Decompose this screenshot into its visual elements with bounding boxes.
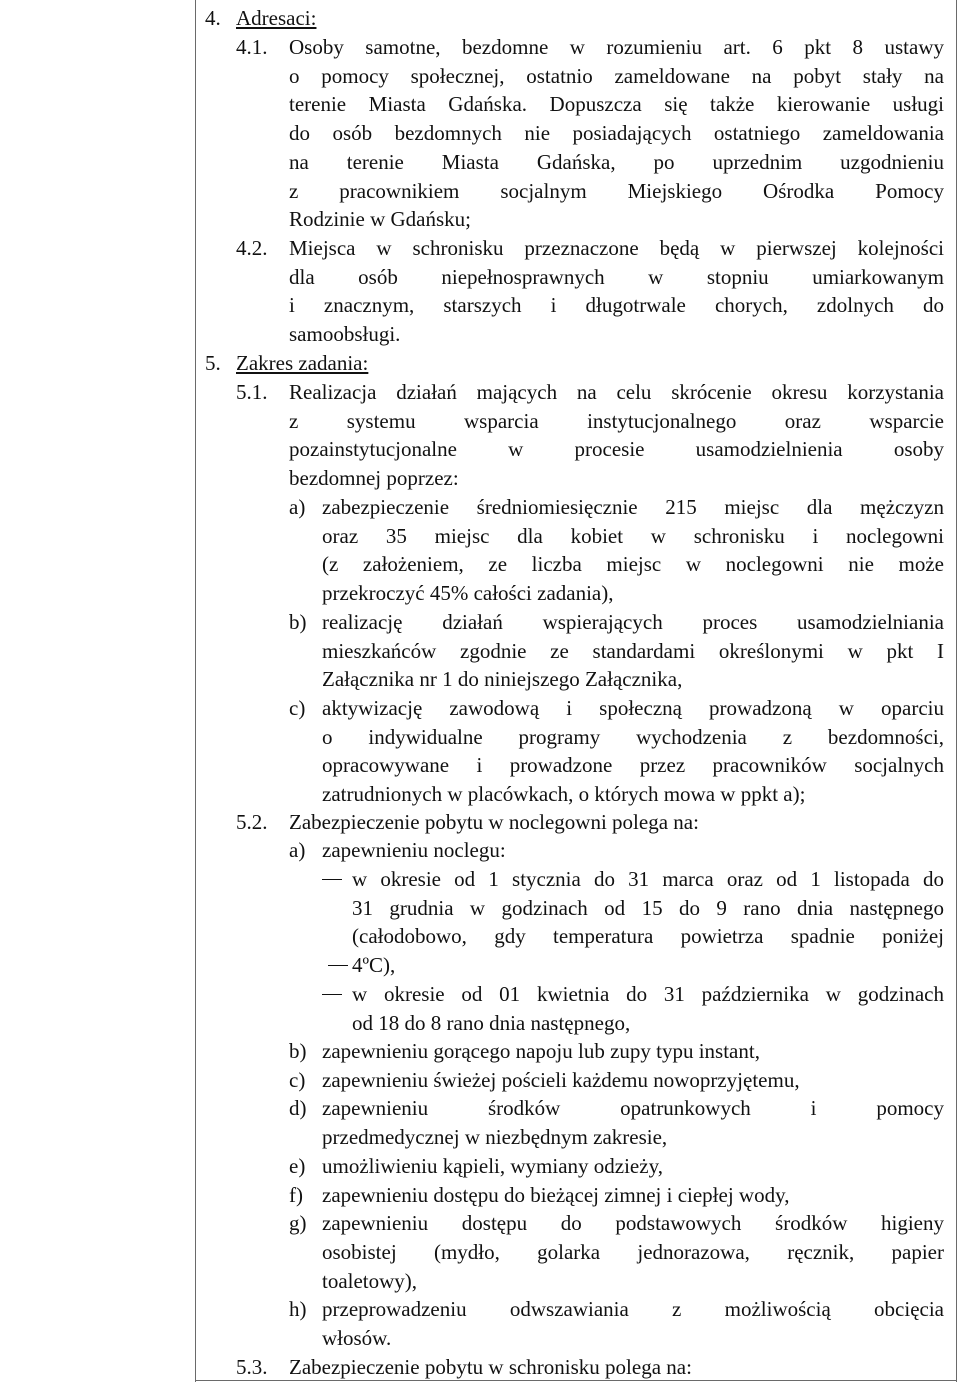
item-5-2-a-label: a) [289,838,306,862]
text-line: 31 grudnia w godzinach od 15 do 9 rano dnia następnego [352,895,944,920]
text-line: pozainstytucjonalne w procesie usamodzielnienia osoby [289,437,944,462]
text-line: przeprowadzeniu odwszawiania z możliwością obcięcia [322,1297,944,1322]
text-line: Rodzinie w Gdańsku; [289,207,471,232]
text-line: dla osób niepełnosprawnych w stopniu umiarkowanym [289,264,944,289]
text-line: przedmedycznej w niezbędnym zakresie, [322,1125,668,1150]
text-line: bezdomnej poprzez: [289,466,459,491]
text-line: (z założeniem, ze liczba miejsc w noclegowni nie może [322,552,944,577]
section-4-number: 4. [205,6,221,30]
text-line: zapewnieniu dostępu do podstawowych środków higieny [322,1211,944,1236]
section-4-heading: Adresaci: [236,6,317,30]
text-line: w okresie od 1 stycznia do 31 marca oraz od 1 listopada do [352,867,944,891]
text-line: o indywidualne programy wychodzenia z bezdomności, [322,724,944,749]
item-5-1-number: 5.1. [236,380,268,404]
text-line: i znacznym, starszych i długotrwale chorych, zdolnych do [289,293,944,318]
list-item-label: f) [289,1182,303,1207]
item-5-2-text: Zabezpieczenie pobytu w noclegowni polega na: [289,810,699,834]
text-line: mieszkańców zgodnie ze standardami określonymi w pkt I [322,638,944,663]
text-line: osobistej (mydło, golarka jednorazowa, ręcznik, papier [322,1239,944,1264]
text-line: aktywizację zawodową i społeczną prowadzoną w oparciu [322,695,944,720]
text-line: zapewnieniu świeżej pościeli każdemu nowoprzyjętemu, [322,1067,800,1092]
list-item-label: e) [289,1153,306,1178]
text-line: Załącznika nr 1 do niniejszego Załącznika, [322,667,683,692]
text-line: z systemu wsparcia instytucjonalnego oraz wsparcie [289,408,944,433]
text-line: samoobsługi. [289,322,401,347]
section-5-number: 5. [205,351,221,375]
text-line: Realizacja działań mających na celu skrócenie okresu korzystania [289,380,944,404]
list-item-label: c) [289,695,306,720]
text-line: zabezpieczenie średniomiesięcznie 215 miejsc dla mężczyzn [322,495,944,519]
text-line: w okresie od 01 kwietnia do 31 października w godzinach [352,981,944,1006]
text-line: o pomocy społecznej, ostatnio zameldowane na pobyt stały na [289,63,944,88]
text-line: zapewnieniu dostępu do bieżącej zimnej i ciepłej wody, [322,1182,790,1207]
text-line: 4ºC), [352,953,396,978]
list-item-label: c) [289,1067,306,1092]
item-5-2-number: 5.2. [236,810,268,834]
list-item-label: h) [289,1297,307,1322]
text-line: opracowywane i prowadzone przez pracowników socjalnych [322,753,944,778]
text-line: do osób bezdomnych nie posiadających ostatniego zameldowania [289,121,944,146]
item-4-1-number: 4.1. [236,35,268,59]
list-item-label: b) [289,609,307,634]
text-line: toaletowy), [322,1268,418,1293]
section-5-heading: Zakres zadania: [236,351,369,375]
text-line: Osoby samotne, bezdomne w rozumieniu art. 6 pkt 8 ustawy [289,35,944,59]
list-item-label: a) [289,495,306,519]
text-line: zapewnieniu środków opatrunkowych i pomocy [322,1096,944,1121]
list-item-label: d) [289,1096,307,1121]
list-item-label: g) [289,1211,307,1236]
item-4-2-number: 4.2. [236,236,268,260]
text-line: zatrudnionych w placówkach, o których mowa w ppkt a); [322,782,806,806]
text-line: realizację działań wspierających proces usamodzielniania [322,609,944,634]
table-border-right [956,0,957,1382]
bullet-dash [322,994,342,995]
text-line: na terenie Miasta Gdańska, po uprzednim uzgodnieniu [289,149,944,174]
minus-dash [328,965,348,966]
text-line: przekroczyć 45% całości zadania), [322,581,614,606]
item-5-3-text: Zabezpieczenie pobytu w schronisku polega na: [289,1355,692,1379]
table-border-left [195,0,196,1382]
text-line: z pracownikiem socjalnym Miejskiego Ośrodka Pomocy [289,178,944,203]
bullet-dash [322,879,342,880]
text-line: terenie Miasta Gdańska. Dopuszcza się także kierowanie usługi [289,92,944,117]
list-item-label: b) [289,1039,307,1063]
item-5-2-a-text: zapewnieniu noclegu: [322,838,506,862]
text-line: (całodobowo, gdy temperatura powietrza spadnie poniżej [352,924,944,949]
text-line: od 18 do 8 rano dnia następnego, [352,1010,631,1035]
item-5-3-number: 5.3. [236,1355,268,1379]
text-line: włosów. [322,1326,392,1350]
text-line: oraz 35 miejsc dla kobiet w schronisku i noclegowni [322,523,944,548]
text-line: zapewnieniu gorącego napoju lub zupy typu instant, [322,1039,760,1063]
text-line: Miejsca w schronisku przeznaczone będą w pierwszej kolejności [289,236,944,260]
text-line: umożliwieniu kąpieli, wymiany odzieży, [322,1153,663,1178]
